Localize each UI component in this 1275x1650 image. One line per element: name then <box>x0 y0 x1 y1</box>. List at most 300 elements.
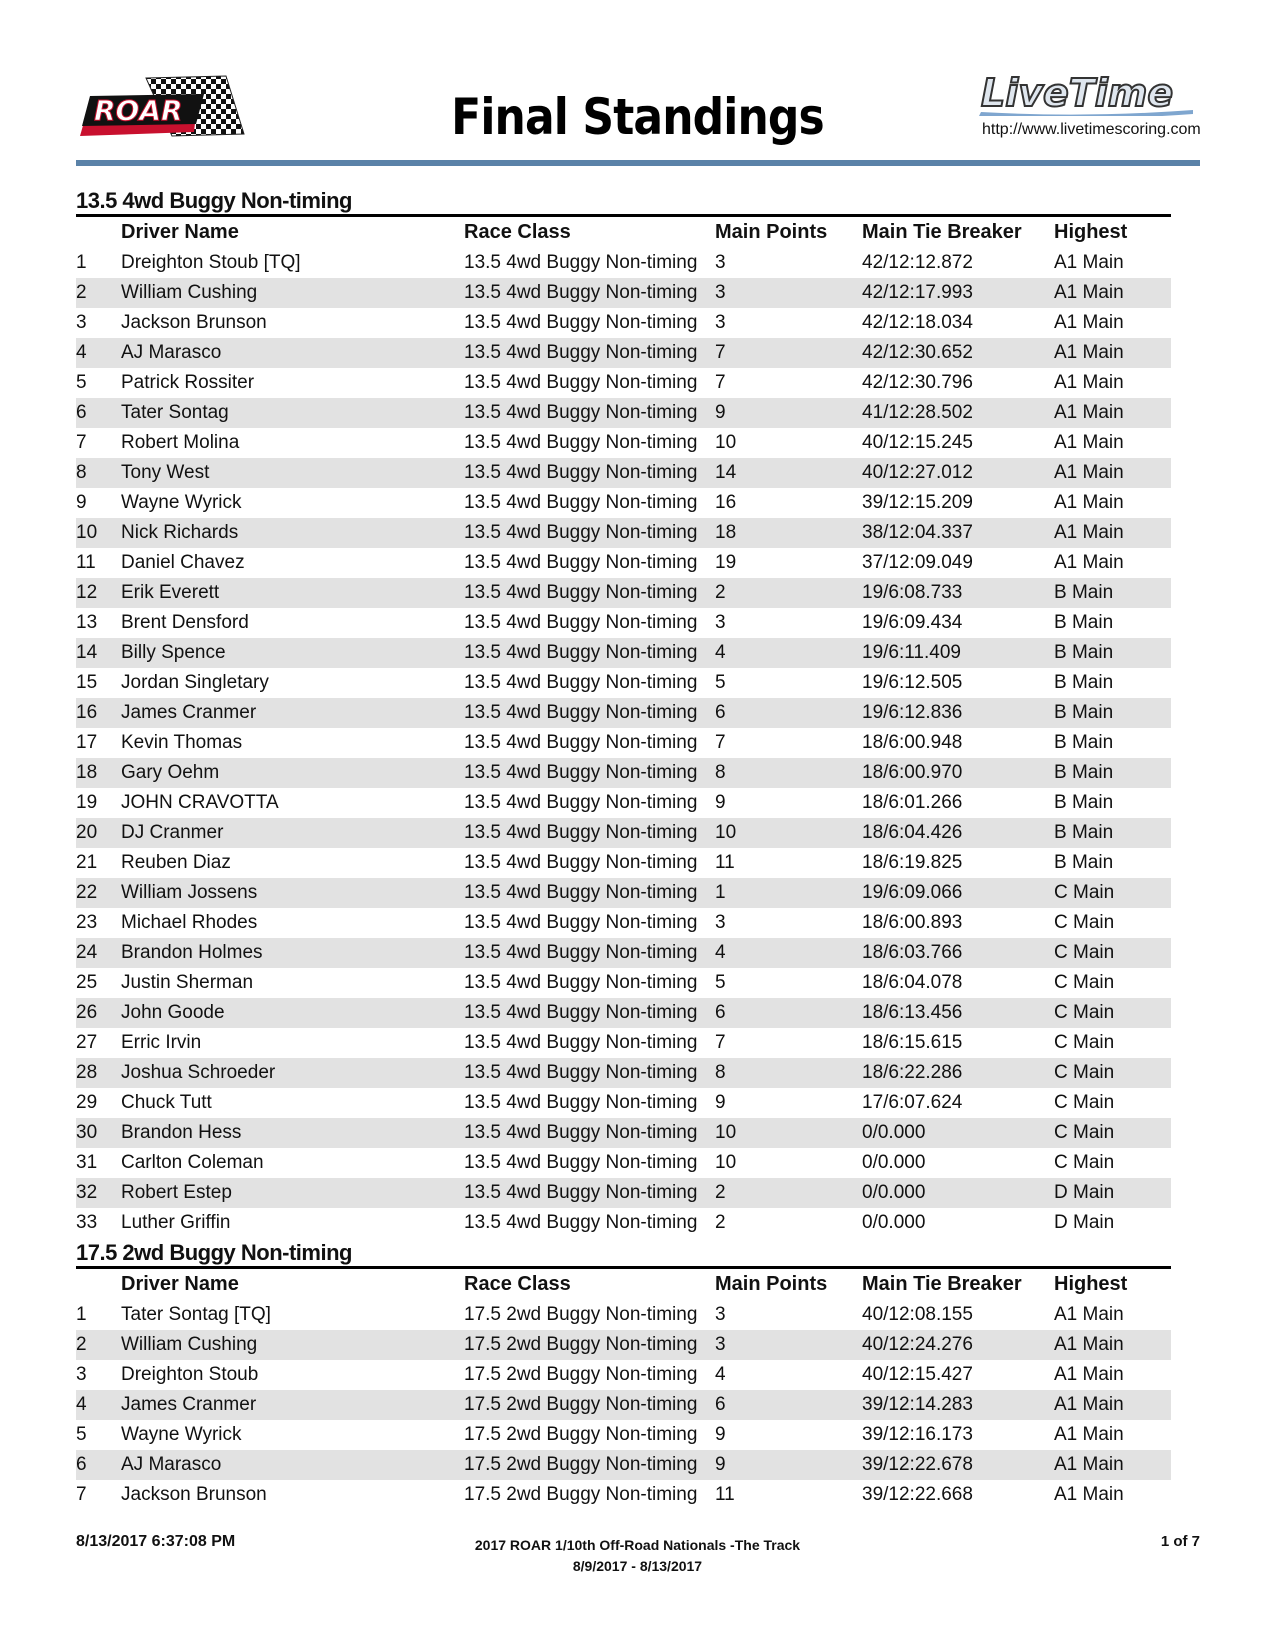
race-class-cell: 13.5 4wd Buggy Non-timing <box>464 792 698 813</box>
main-tie-breaker-cell: 42/12:30.796 <box>862 372 973 393</box>
table-row <box>76 1058 1171 1088</box>
main-tie-breaker-cell: 0/0.000 <box>862 1212 926 1233</box>
highest-main-cell: A1 Main <box>1054 1454 1124 1475</box>
main-points-cell: 3 <box>715 252 726 273</box>
table-row <box>76 908 1171 938</box>
footer-event-name: 2017 ROAR 1/10th Off-Road Nationals -The Track <box>474 1537 801 1553</box>
driver-name-cell: Robert Estep <box>121 1182 232 1203</box>
main-points-cell: 2 <box>715 582 726 603</box>
highest-main-cell: C Main <box>1054 1092 1115 1113</box>
main-points-cell: 19 <box>715 552 737 573</box>
main-tie-breaker-cell: 19/6:09.066 <box>862 882 963 903</box>
driver-name-cell: Brent Densford <box>121 612 249 633</box>
column-header-race-class: Race Class <box>464 221 571 243</box>
table-row <box>76 1450 1171 1480</box>
position-cell: 32 <box>76 1182 98 1203</box>
main-points-cell: 5 <box>715 672 726 693</box>
main-points-cell: 10 <box>715 432 737 453</box>
race-class-cell: 13.5 4wd Buggy Non-timing <box>464 252 698 273</box>
main-points-cell: 7 <box>715 1032 726 1053</box>
main-points-cell: 10 <box>715 1122 737 1143</box>
position-cell: 1 <box>76 252 87 273</box>
column-header-highest-main: Highest <box>1054 221 1128 243</box>
main-points-cell: 2 <box>715 1212 726 1233</box>
highest-main-cell: A1 Main <box>1054 1364 1124 1385</box>
position-cell: 4 <box>76 342 87 363</box>
main-points-cell: 1 <box>715 882 726 903</box>
main-tie-breaker-cell: 40/12:27.012 <box>862 462 973 483</box>
driver-name-cell: JOHN CRAVOTTA <box>121 792 279 813</box>
main-tie-breaker-cell: 18/6:19.825 <box>862 852 963 873</box>
main-tie-breaker-cell: 37/12:09.049 <box>862 552 973 573</box>
race-class-cell: 13.5 4wd Buggy Non-timing <box>464 1212 698 1233</box>
column-header-main-points: Main Points <box>715 221 828 243</box>
driver-name-cell: Wayne Wyrick <box>121 1424 242 1445</box>
column-header-main-points: Main Points <box>715 1273 828 1295</box>
table-row <box>76 878 1171 908</box>
table-row <box>76 1118 1171 1148</box>
column-header-main-tie-breaker: Main Tie Breaker <box>862 1273 1022 1295</box>
race-class-cell: 13.5 4wd Buggy Non-timing <box>464 882 698 903</box>
race-class-cell: 13.5 4wd Buggy Non-timing <box>464 1062 698 1083</box>
highest-main-cell: C Main <box>1054 972 1115 993</box>
table-header-row <box>76 217 1171 248</box>
driver-name-cell: Nick Richards <box>121 522 239 543</box>
highest-main-cell: B Main <box>1054 822 1114 843</box>
driver-name-cell: AJ Marasco <box>121 342 222 363</box>
highest-main-cell: A1 Main <box>1054 552 1124 573</box>
main-tie-breaker-cell: 18/6:13.456 <box>862 1002 963 1023</box>
page-title: Final Standings <box>451 88 824 146</box>
main-tie-breaker-cell: 18/6:00.893 <box>862 912 963 933</box>
main-tie-breaker-cell: 40/12:15.427 <box>862 1364 973 1385</box>
table-row <box>76 608 1171 638</box>
race-class-cell: 13.5 4wd Buggy Non-timing <box>464 462 698 483</box>
highest-main-cell: A1 Main <box>1054 432 1124 453</box>
main-tie-breaker-cell: 18/6:15.615 <box>862 1032 963 1053</box>
highest-main-cell: C Main <box>1054 1152 1115 1173</box>
main-points-cell: 3 <box>715 912 726 933</box>
main-points-cell: 9 <box>715 1424 726 1445</box>
driver-name-cell: Robert Molina <box>121 432 240 453</box>
position-cell: 14 <box>76 642 98 663</box>
driver-name-cell: Dreighton Stoub [TQ] <box>121 252 301 273</box>
position-cell: 6 <box>76 1454 87 1475</box>
race-class-cell: 13.5 4wd Buggy Non-timing <box>464 492 698 513</box>
main-tie-breaker-cell: 40/12:24.276 <box>862 1334 973 1355</box>
race-class-cell: 13.5 4wd Buggy Non-timing <box>464 912 698 933</box>
table-row <box>76 758 1171 788</box>
driver-name-cell: Tater Sontag [TQ] <box>121 1304 271 1325</box>
race-class-cell: 13.5 4wd Buggy Non-timing <box>464 642 698 663</box>
table-row <box>76 1088 1171 1118</box>
position-cell: 1 <box>76 1304 87 1325</box>
table-row <box>76 668 1171 698</box>
position-cell: 9 <box>76 492 87 513</box>
highest-main-cell: A1 Main <box>1054 252 1124 273</box>
table-row <box>76 638 1171 668</box>
column-header-highest-main: Highest <box>1054 1273 1128 1295</box>
main-points-cell: 3 <box>715 612 726 633</box>
highest-main-cell: B Main <box>1054 582 1114 603</box>
driver-name-cell: Jackson Brunson <box>121 1484 267 1505</box>
table-row <box>76 578 1171 608</box>
highest-main-cell: C Main <box>1054 1122 1115 1143</box>
main-tie-breaker-cell: 19/6:09.434 <box>862 612 963 633</box>
race-class-cell: 13.5 4wd Buggy Non-timing <box>464 312 698 333</box>
highest-main-cell: B Main <box>1054 672 1114 693</box>
highest-main-cell: C Main <box>1054 912 1115 933</box>
driver-name-cell: Justin Sherman <box>121 972 254 993</box>
driver-name-cell: James Cranmer <box>121 1394 257 1415</box>
table-row <box>76 338 1171 368</box>
position-cell: 29 <box>76 1092 98 1113</box>
driver-name-cell: Carlton Coleman <box>121 1152 264 1173</box>
table-row <box>76 548 1171 578</box>
section-title: 17.5 2wd Buggy Non-timing <box>76 1238 1171 1269</box>
position-cell: 12 <box>76 582 98 603</box>
race-class-cell: 17.5 2wd Buggy Non-timing <box>464 1334 698 1355</box>
driver-name-cell: AJ Marasco <box>121 1454 222 1475</box>
main-tie-breaker-cell: 40/12:08.155 <box>862 1304 973 1325</box>
driver-name-cell: Jordan Singletary <box>121 672 269 693</box>
main-points-cell: 6 <box>715 702 726 723</box>
main-tie-breaker-cell: 42/12:17.993 <box>862 282 973 303</box>
position-cell: 16 <box>76 702 98 723</box>
main-tie-breaker-cell: 39/12:15.209 <box>862 492 973 513</box>
main-tie-breaker-cell: 17/6:07.624 <box>862 1092 963 1113</box>
race-class-cell: 17.5 2wd Buggy Non-timing <box>464 1484 698 1505</box>
race-class-cell: 13.5 4wd Buggy Non-timing <box>464 942 698 963</box>
main-points-cell: 11 <box>715 1484 735 1505</box>
position-cell: 5 <box>76 1424 87 1445</box>
driver-name-cell: Tony West <box>121 462 210 483</box>
race-class-cell: 17.5 2wd Buggy Non-timing <box>464 1454 698 1475</box>
table-row <box>76 1148 1171 1178</box>
main-tie-breaker-cell: 38/12:04.337 <box>862 522 973 543</box>
position-cell: 25 <box>76 972 98 993</box>
table-row <box>76 248 1171 278</box>
driver-name-cell: Wayne Wyrick <box>121 492 242 513</box>
main-tie-breaker-cell: 19/6:12.836 <box>862 702 963 723</box>
main-tie-breaker-cell: 19/6:11.409 <box>862 642 961 663</box>
main-tie-breaker-cell: 0/0.000 <box>862 1122 926 1143</box>
driver-name-cell: Kevin Thomas <box>121 732 243 753</box>
table-header-row <box>76 1269 1171 1300</box>
highest-main-cell: A1 Main <box>1054 1484 1124 1505</box>
position-cell: 6 <box>76 402 87 423</box>
main-points-cell: 16 <box>715 492 737 513</box>
highest-main-cell: A1 Main <box>1054 282 1124 303</box>
driver-name-cell: Jackson Brunson <box>121 312 267 333</box>
position-cell: 7 <box>76 432 87 453</box>
position-cell: 17 <box>76 732 98 753</box>
highest-main-cell: A1 Main <box>1054 342 1124 363</box>
highest-main-cell: B Main <box>1054 702 1114 723</box>
highest-main-cell: A1 Main <box>1054 312 1124 333</box>
main-points-cell: 5 <box>715 972 726 993</box>
main-points-cell: 4 <box>715 1364 726 1385</box>
race-class-cell: 13.5 4wd Buggy Non-timing <box>464 342 698 363</box>
section-title: 13.5 4wd Buggy Non-timing <box>76 186 1171 217</box>
race-class-cell: 13.5 4wd Buggy Non-timing <box>464 1032 698 1053</box>
main-tie-breaker-cell: 39/12:14.283 <box>862 1394 973 1415</box>
table-row <box>76 308 1171 338</box>
highest-main-cell: A1 Main <box>1054 1394 1124 1415</box>
main-points-cell: 18 <box>715 522 737 543</box>
main-points-cell: 6 <box>715 1394 726 1415</box>
main-points-cell: 4 <box>715 642 726 663</box>
main-tie-breaker-cell: 42/12:12.872 <box>862 252 973 273</box>
position-cell: 33 <box>76 1212 98 1233</box>
main-tie-breaker-cell: 19/6:12.505 <box>862 672 963 693</box>
main-tie-breaker-cell: 18/6:01.266 <box>862 792 963 813</box>
position-cell: 30 <box>76 1122 98 1143</box>
main-tie-breaker-cell: 39/12:16.173 <box>862 1424 973 1445</box>
table-row <box>76 1178 1171 1208</box>
highest-main-cell: A1 Main <box>1054 402 1124 423</box>
table-row <box>76 488 1171 518</box>
main-points-cell: 3 <box>715 282 726 303</box>
main-points-cell: 7 <box>715 372 726 393</box>
highest-main-cell: B Main <box>1054 852 1114 873</box>
position-cell: 3 <box>76 1364 87 1385</box>
driver-name-cell: Erric Irvin <box>121 1032 202 1053</box>
position-cell: 23 <box>76 912 98 933</box>
footer-page-number: 1 of 7 <box>1160 1533 1200 1550</box>
driver-name-cell: Brandon Hess <box>121 1122 242 1143</box>
race-class-cell: 17.5 2wd Buggy Non-timing <box>464 1364 698 1385</box>
table-row <box>76 698 1171 728</box>
page-header <box>0 0 1275 170</box>
main-points-cell: 11 <box>715 852 735 873</box>
column-header-race-class: Race Class <box>464 1273 571 1295</box>
column-header-position <box>76 1269 121 1300</box>
table-row <box>76 1300 1171 1330</box>
race-class-cell: 13.5 4wd Buggy Non-timing <box>464 1092 698 1113</box>
driver-name-cell: Dreighton Stoub <box>121 1364 259 1385</box>
driver-name-cell: Daniel Chavez <box>121 552 245 573</box>
highest-main-cell: D Main <box>1054 1212 1115 1233</box>
race-class-cell: 13.5 4wd Buggy Non-timing <box>464 582 698 603</box>
driver-name-cell: Michael Rhodes <box>121 912 258 933</box>
table-row <box>76 1028 1171 1058</box>
highest-main-cell: B Main <box>1054 762 1114 783</box>
driver-name-cell: Erik Everett <box>121 582 220 603</box>
driver-name-cell: Joshua Schroeder <box>121 1062 276 1083</box>
driver-name-cell: Billy Spence <box>121 642 226 663</box>
main-points-cell: 10 <box>715 822 737 843</box>
race-class-cell: 13.5 4wd Buggy Non-timing <box>464 1122 698 1143</box>
race-class-cell: 13.5 4wd Buggy Non-timing <box>464 822 698 843</box>
position-cell: 7 <box>76 1484 87 1505</box>
race-class-cell: 13.5 4wd Buggy Non-timing <box>464 972 698 993</box>
main-points-cell: 4 <box>715 942 726 963</box>
main-points-cell: 9 <box>715 1092 726 1113</box>
race-class-cell: 13.5 4wd Buggy Non-timing <box>464 552 698 573</box>
position-cell: 5 <box>76 372 87 393</box>
footer-printed-date: 8/13/2017 6:37:08 PM <box>76 1533 236 1550</box>
position-cell: 31 <box>76 1152 98 1173</box>
main-points-cell: 8 <box>715 762 726 783</box>
race-class-cell: 13.5 4wd Buggy Non-timing <box>464 432 698 453</box>
highest-main-cell: A1 Main <box>1054 492 1124 513</box>
table-row <box>76 998 1171 1028</box>
column-header-driver-name: Driver Name <box>121 221 239 243</box>
driver-name-cell: William Jossens <box>121 882 258 903</box>
main-points-cell: 10 <box>715 1152 737 1173</box>
main-points-cell: 14 <box>715 462 737 483</box>
driver-name-cell: William Cushing <box>121 1334 258 1355</box>
position-cell: 13 <box>76 612 98 633</box>
main-tie-breaker-cell: 39/12:22.678 <box>862 1454 973 1475</box>
main-tie-breaker-cell: 0/0.000 <box>862 1182 926 1203</box>
highest-main-cell: A1 Main <box>1054 1304 1124 1325</box>
race-class-cell: 13.5 4wd Buggy Non-timing <box>464 1152 698 1173</box>
position-cell: 20 <box>76 822 98 843</box>
table-row <box>76 1420 1171 1450</box>
race-class-cell: 13.5 4wd Buggy Non-timing <box>464 732 698 753</box>
table-row <box>76 398 1171 428</box>
main-points-cell: 3 <box>715 1304 726 1325</box>
highest-main-cell: C Main <box>1054 1002 1115 1023</box>
race-class-cell: 13.5 4wd Buggy Non-timing <box>464 672 698 693</box>
main-tie-breaker-cell: 18/6:04.426 <box>862 822 963 843</box>
main-points-cell: 8 <box>715 1062 726 1083</box>
highest-main-cell: D Main <box>1054 1182 1115 1203</box>
position-cell: 24 <box>76 942 98 963</box>
main-points-cell: 7 <box>715 342 726 363</box>
table-row <box>76 848 1171 878</box>
position-cell: 4 <box>76 1394 87 1415</box>
column-header-main-tie-breaker: Main Tie Breaker <box>862 221 1022 243</box>
position-cell: 2 <box>76 282 87 303</box>
race-class-cell: 17.5 2wd Buggy Non-timing <box>464 1394 698 1415</box>
race-class-cell: 13.5 4wd Buggy Non-timing <box>464 612 698 633</box>
main-points-cell: 3 <box>715 312 726 333</box>
footer-event-dates: 8/9/2017 - 8/13/2017 <box>572 1558 703 1574</box>
highest-main-cell: A1 Main <box>1054 1424 1124 1445</box>
race-class-cell: 13.5 4wd Buggy Non-timing <box>464 762 698 783</box>
main-tie-breaker-cell: 18/6:03.766 <box>862 942 963 963</box>
table-row <box>76 1330 1171 1360</box>
table-row <box>76 728 1171 758</box>
highest-main-cell: C Main <box>1054 1062 1115 1083</box>
driver-name-cell: DJ Cranmer <box>121 822 224 843</box>
highest-main-cell: B Main <box>1054 732 1114 753</box>
race-class-cell: 13.5 4wd Buggy Non-timing <box>464 282 698 303</box>
table-row <box>76 818 1171 848</box>
table-row <box>76 278 1171 308</box>
main-tie-breaker-cell: 42/12:18.034 <box>862 312 973 333</box>
main-tie-breaker-cell: 18/6:22.286 <box>862 1062 963 1083</box>
main-tie-breaker-cell: 18/6:04.078 <box>862 972 963 993</box>
standings-content <box>76 186 1171 1510</box>
position-cell: 27 <box>76 1032 98 1053</box>
driver-name-cell: Brandon Holmes <box>121 942 263 963</box>
livetime-url[interactable]: http://www.livetimescoring.com <box>982 121 1201 138</box>
race-class-cell: 13.5 4wd Buggy Non-timing <box>464 372 698 393</box>
column-header-position <box>76 217 121 248</box>
position-cell: 21 <box>76 852 98 873</box>
race-class-cell: 13.5 4wd Buggy Non-timing <box>464 852 698 873</box>
main-points-cell: 9 <box>715 792 726 813</box>
table-row <box>76 518 1171 548</box>
highest-main-cell: B Main <box>1054 612 1114 633</box>
race-class-cell: 13.5 4wd Buggy Non-timing <box>464 1002 698 1023</box>
race-class-cell: 17.5 2wd Buggy Non-timing <box>464 1304 698 1325</box>
table-row <box>76 428 1171 458</box>
race-class-cell: 13.5 4wd Buggy Non-timing <box>464 522 698 543</box>
table-row <box>76 968 1171 998</box>
highest-main-cell: A1 Main <box>1054 522 1124 543</box>
table-row <box>76 368 1171 398</box>
highest-main-cell: C Main <box>1054 942 1115 963</box>
main-tie-breaker-cell: 39/12:22.668 <box>862 1484 973 1505</box>
race-class-cell: 13.5 4wd Buggy Non-timing <box>464 1182 698 1203</box>
position-cell: 11 <box>76 552 96 573</box>
driver-name-cell: Patrick Rossiter <box>121 372 255 393</box>
main-points-cell: 9 <box>715 402 726 423</box>
main-tie-breaker-cell: 18/6:00.970 <box>862 762 963 783</box>
roar-logo-text: ROAR <box>94 94 183 127</box>
table-row <box>76 458 1171 488</box>
main-tie-breaker-cell: 19/6:08.733 <box>862 582 963 603</box>
position-cell: 18 <box>76 762 98 783</box>
main-tie-breaker-cell: 42/12:30.652 <box>862 342 973 363</box>
highest-main-cell: B Main <box>1054 642 1114 663</box>
driver-name-cell: Luther Griffin <box>121 1212 231 1233</box>
position-cell: 15 <box>76 672 98 693</box>
highest-main-cell: A1 Main <box>1054 1334 1124 1355</box>
main-points-cell: 3 <box>715 1334 726 1355</box>
header-divider <box>76 160 1200 166</box>
highest-main-cell: A1 Main <box>1054 372 1124 393</box>
driver-name-cell: Chuck Tutt <box>121 1092 212 1113</box>
main-tie-breaker-cell: 18/6:00.948 <box>862 732 963 753</box>
highest-main-cell: B Main <box>1054 792 1114 813</box>
position-cell: 2 <box>76 1334 87 1355</box>
driver-name-cell: James Cranmer <box>121 702 257 723</box>
position-cell: 26 <box>76 1002 98 1023</box>
main-points-cell: 2 <box>715 1182 726 1203</box>
main-tie-breaker-cell: 0/0.000 <box>862 1152 926 1173</box>
position-cell: 10 <box>76 522 98 543</box>
driver-name-cell: William Cushing <box>121 282 258 303</box>
position-cell: 19 <box>76 792 98 813</box>
table-row <box>76 788 1171 818</box>
driver-name-cell: Tater Sontag <box>121 402 229 423</box>
driver-name-cell: Reuben Diaz <box>121 852 231 873</box>
table-row <box>76 1360 1171 1390</box>
position-cell: 22 <box>76 882 98 903</box>
highest-main-cell: C Main <box>1054 1032 1115 1053</box>
position-cell: 8 <box>76 462 87 483</box>
main-points-cell: 6 <box>715 1002 726 1023</box>
position-cell: 28 <box>76 1062 98 1083</box>
race-class-cell: 17.5 2wd Buggy Non-timing <box>464 1424 698 1445</box>
main-tie-breaker-cell: 40/12:15.245 <box>862 432 973 453</box>
position-cell: 3 <box>76 312 87 333</box>
table-row <box>76 1390 1171 1420</box>
highest-main-cell: C Main <box>1054 882 1115 903</box>
table-row <box>76 938 1171 968</box>
driver-name-cell: John Goode <box>121 1002 225 1023</box>
table-row <box>76 1208 1171 1238</box>
column-header-driver-name: Driver Name <box>121 1273 239 1295</box>
livetime-logo-text: LiveTime <box>981 72 1174 115</box>
main-points-cell: 9 <box>715 1454 726 1475</box>
